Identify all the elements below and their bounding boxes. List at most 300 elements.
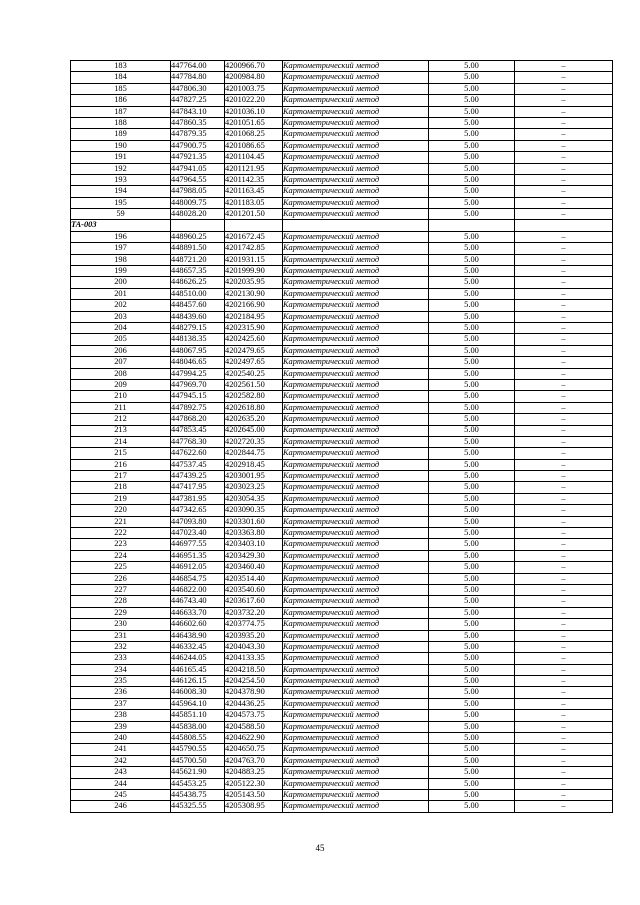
x-coordinate-cell: 447768.30 (171, 436, 225, 447)
x-coordinate-cell: 446438.90 (171, 630, 225, 641)
point-number-cell: 211 (71, 402, 171, 413)
method-cell: Картометрический метод (283, 300, 429, 311)
point-number-cell: 183 (71, 61, 171, 72)
error-cell: 5.00 (429, 425, 515, 436)
error-cell: 5.00 (429, 357, 515, 368)
note-cell: – (515, 186, 613, 197)
x-coordinate-cell: 447622.60 (171, 448, 225, 459)
x-coordinate-cell: 447537.45 (171, 459, 225, 470)
table-row (71, 482, 613, 493)
method-cell: Картометрический метод (283, 117, 429, 128)
method-cell: Картометрический метод (283, 493, 429, 504)
y-coordinate-cell: 4202540.25 (225, 368, 283, 379)
x-coordinate-cell: 448439.60 (171, 311, 225, 322)
table-row (71, 710, 613, 721)
method-cell: Картометрический метод (283, 619, 429, 630)
y-coordinate-cell: 4202479.65 (225, 345, 283, 356)
note-cell: – (515, 152, 613, 163)
note-cell: – (515, 436, 613, 447)
x-coordinate-cell: 448138.35 (171, 334, 225, 345)
error-cell: 5.00 (429, 402, 515, 413)
table-row (71, 744, 613, 755)
x-coordinate-cell: 445438.75 (171, 790, 225, 801)
point-number-cell: 229 (71, 607, 171, 618)
table-row (71, 619, 613, 630)
table-row (71, 459, 613, 470)
error-cell: 5.00 (429, 140, 515, 151)
point-number-cell: 217 (71, 471, 171, 482)
method-cell: Картометрический метод (283, 664, 429, 675)
x-coordinate-cell: 445325.55 (171, 801, 225, 812)
method-cell: Картометрический метод (283, 129, 429, 140)
x-coordinate-cell: 448510.00 (171, 288, 225, 299)
method-cell: Картометрический метод (283, 653, 429, 664)
point-number-cell: 235 (71, 676, 171, 687)
note-cell: – (515, 687, 613, 698)
method-cell: Картометрический метод (283, 174, 429, 185)
table-row (71, 391, 613, 402)
y-coordinate-cell: 4204573.75 (225, 710, 283, 721)
x-coordinate-cell: 447843.10 (171, 106, 225, 117)
table-row (71, 300, 613, 311)
error-cell: 5.00 (429, 129, 515, 140)
note-cell: – (515, 505, 613, 516)
method-cell: Картометрический метод (283, 630, 429, 641)
error-cell: 5.00 (429, 505, 515, 516)
x-coordinate-cell: 446008.30 (171, 687, 225, 698)
method-cell: Картометрический метод (283, 186, 429, 197)
point-number-cell: 246 (71, 801, 171, 812)
y-coordinate-cell: 4203774.75 (225, 619, 283, 630)
x-coordinate-cell: 447764.00 (171, 61, 225, 72)
x-coordinate-cell: 448009.75 (171, 197, 225, 208)
table-row (71, 471, 613, 482)
point-number-cell: 199 (71, 266, 171, 277)
x-coordinate-cell: 447381.95 (171, 493, 225, 504)
method-cell: Картометрический метод (283, 471, 429, 482)
point-number-cell: 206 (71, 345, 171, 356)
x-coordinate-cell: 446165.45 (171, 664, 225, 675)
method-cell: Картометрический метод (283, 72, 429, 83)
method-cell: Картометрический метод (283, 550, 429, 561)
x-coordinate-cell: 447023.40 (171, 528, 225, 539)
table-row (71, 505, 613, 516)
table-row (71, 345, 613, 356)
x-coordinate-cell: 448046.65 (171, 357, 225, 368)
point-number-cell: 234 (71, 664, 171, 675)
empty-cell (515, 220, 613, 231)
note-cell: – (515, 61, 613, 72)
error-cell: 5.00 (429, 528, 515, 539)
method-cell: Картометрический метод (283, 687, 429, 698)
error-cell: 5.00 (429, 277, 515, 288)
point-number-cell: 245 (71, 790, 171, 801)
table-row (71, 357, 613, 368)
error-cell: 5.00 (429, 186, 515, 197)
x-coordinate-cell: 447868.20 (171, 414, 225, 425)
table-row (71, 596, 613, 607)
note-cell: – (515, 368, 613, 379)
x-coordinate-cell: 447921.35 (171, 152, 225, 163)
point-number-cell: 185 (71, 83, 171, 94)
method-cell: Картометрический метод (283, 596, 429, 607)
x-coordinate-cell: 446951.35 (171, 550, 225, 561)
table-row (71, 630, 613, 641)
error-cell: 5.00 (429, 436, 515, 447)
point-number-cell: 195 (71, 197, 171, 208)
x-coordinate-cell: 447342.65 (171, 505, 225, 516)
note-cell: – (515, 209, 613, 220)
x-coordinate-cell: 448626.25 (171, 277, 225, 288)
x-coordinate-cell: 447900.75 (171, 140, 225, 151)
error-cell: 5.00 (429, 744, 515, 755)
y-coordinate-cell: 4203403.10 (225, 539, 283, 550)
x-coordinate-cell: 448960.25 (171, 231, 225, 242)
point-number-cell: 203 (71, 311, 171, 322)
method-cell: Картометрический метод (283, 505, 429, 516)
method-cell: Картометрический метод (283, 277, 429, 288)
x-coordinate-cell: 447969.70 (171, 379, 225, 390)
y-coordinate-cell: 4202315.90 (225, 322, 283, 333)
y-coordinate-cell: 4200966.70 (225, 61, 283, 72)
error-cell: 5.00 (429, 368, 515, 379)
table-row (71, 277, 613, 288)
note-cell: – (515, 163, 613, 174)
y-coordinate-cell: 4202645.00 (225, 425, 283, 436)
x-coordinate-cell: 446633.70 (171, 607, 225, 618)
method-cell: Картометрический метод (283, 266, 429, 277)
note-cell: – (515, 117, 613, 128)
note-cell: – (515, 778, 613, 789)
table-row (71, 801, 613, 812)
point-number-cell: 221 (71, 516, 171, 527)
method-cell: Картометрический метод (283, 562, 429, 573)
error-cell: 5.00 (429, 334, 515, 345)
x-coordinate-cell: 445851.10 (171, 710, 225, 721)
method-cell: Картометрический метод (283, 767, 429, 778)
error-cell: 5.00 (429, 152, 515, 163)
error-cell: 5.00 (429, 801, 515, 812)
table-row (71, 266, 613, 277)
point-number-cell: 219 (71, 493, 171, 504)
y-coordinate-cell: 4201022.20 (225, 95, 283, 106)
error-cell: 5.00 (429, 288, 515, 299)
table-row (71, 152, 613, 163)
note-cell: – (515, 300, 613, 311)
point-number-cell: 241 (71, 744, 171, 755)
table-row (71, 163, 613, 174)
table-row (71, 368, 613, 379)
point-number-cell: 188 (71, 117, 171, 128)
note-cell: – (515, 550, 613, 561)
error-cell: 5.00 (429, 619, 515, 630)
table-row (71, 231, 613, 242)
error-cell: 5.00 (429, 163, 515, 174)
error-cell: 5.00 (429, 584, 515, 595)
point-number-cell: 197 (71, 243, 171, 254)
note-cell: – (515, 641, 613, 652)
note-cell: – (515, 584, 613, 595)
point-number-cell: 205 (71, 334, 171, 345)
point-number-cell: 193 (71, 174, 171, 185)
method-cell: Картометрический метод (283, 607, 429, 618)
point-number-cell: 226 (71, 573, 171, 584)
y-coordinate-cell: 4203054.35 (225, 493, 283, 504)
error-cell: 5.00 (429, 106, 515, 117)
x-coordinate-cell: 445621.90 (171, 767, 225, 778)
y-coordinate-cell: 4204133.35 (225, 653, 283, 664)
x-coordinate-cell: 448721.20 (171, 254, 225, 265)
table-row (71, 698, 613, 709)
point-number-cell: 231 (71, 630, 171, 641)
y-coordinate-cell: 4201931.15 (225, 254, 283, 265)
point-number-cell: 214 (71, 436, 171, 447)
method-cell: Картометрический метод (283, 254, 429, 265)
x-coordinate-cell: 446743.40 (171, 596, 225, 607)
y-coordinate-cell: 4203023.25 (225, 482, 283, 493)
y-coordinate-cell: 4204218.50 (225, 664, 283, 675)
x-coordinate-cell: 448457.60 (171, 300, 225, 311)
method-cell: Картометрический метод (283, 288, 429, 299)
x-coordinate-cell: 447093.80 (171, 516, 225, 527)
point-number-cell: 236 (71, 687, 171, 698)
table-row (71, 117, 613, 128)
y-coordinate-cell: 4204650.75 (225, 744, 283, 755)
method-cell: Картометрический метод (283, 197, 429, 208)
error-cell: 5.00 (429, 676, 515, 687)
y-coordinate-cell: 4202635.20 (225, 414, 283, 425)
x-coordinate-cell: 447941.05 (171, 163, 225, 174)
method-cell: Картометрический метод (283, 322, 429, 333)
note-cell: – (515, 619, 613, 630)
table-row (71, 436, 613, 447)
y-coordinate-cell: 4201036.10 (225, 106, 283, 117)
method-cell: Картометрический метод (283, 778, 429, 789)
table-row (71, 61, 613, 72)
note-cell: – (515, 482, 613, 493)
note-cell: – (515, 562, 613, 573)
error-cell: 5.00 (429, 83, 515, 94)
note-cell: – (515, 391, 613, 402)
note-cell: – (515, 106, 613, 117)
x-coordinate-cell: 445808.55 (171, 733, 225, 744)
error-cell: 5.00 (429, 391, 515, 402)
section-row (71, 220, 613, 231)
point-number-cell: 208 (71, 368, 171, 379)
y-coordinate-cell: 4203935.20 (225, 630, 283, 641)
method-cell: Картометрический метод (283, 482, 429, 493)
x-coordinate-cell: 445700.50 (171, 755, 225, 766)
table-row (71, 516, 613, 527)
empty-cell (171, 220, 225, 231)
y-coordinate-cell: 4204622.90 (225, 733, 283, 744)
method-cell: Картометрический метод (283, 106, 429, 117)
table-row (71, 83, 613, 94)
x-coordinate-cell: 447964.55 (171, 174, 225, 185)
note-cell: – (515, 801, 613, 812)
method-cell: Картометрический метод (283, 163, 429, 174)
y-coordinate-cell: 4202618.80 (225, 402, 283, 413)
x-coordinate-cell: 447945.15 (171, 391, 225, 402)
note-cell: – (515, 459, 613, 470)
method-cell: Картометрический метод (283, 790, 429, 801)
note-cell: – (515, 129, 613, 140)
y-coordinate-cell: 4202130.90 (225, 288, 283, 299)
point-number-cell: 200 (71, 277, 171, 288)
x-coordinate-cell: 448067.95 (171, 345, 225, 356)
point-number-cell: 220 (71, 505, 171, 516)
method-cell: Картометрический метод (283, 152, 429, 163)
note-cell: – (515, 790, 613, 801)
method-cell: Картометрический метод (283, 516, 429, 527)
note-cell: – (515, 83, 613, 94)
x-coordinate-cell: 446822.00 (171, 584, 225, 595)
error-cell: 5.00 (429, 209, 515, 220)
x-coordinate-cell: 446244.05 (171, 653, 225, 664)
note-cell: – (515, 311, 613, 322)
method-cell: Картометрический метод (283, 402, 429, 413)
point-number-cell: 192 (71, 163, 171, 174)
y-coordinate-cell: 4204436.25 (225, 698, 283, 709)
x-coordinate-cell: 448279.15 (171, 322, 225, 333)
note-cell: – (515, 379, 613, 390)
y-coordinate-cell: 4203301.60 (225, 516, 283, 527)
note-cell: – (515, 755, 613, 766)
note-cell: – (515, 744, 613, 755)
method-cell: Картометрический метод (283, 83, 429, 94)
table-row (71, 129, 613, 140)
error-cell: 5.00 (429, 755, 515, 766)
y-coordinate-cell: 4203514.40 (225, 573, 283, 584)
note-cell: – (515, 425, 613, 436)
method-cell: Картометрический метод (283, 61, 429, 72)
y-coordinate-cell: 4204043.30 (225, 641, 283, 652)
note-cell: – (515, 607, 613, 618)
point-number-cell: 242 (71, 755, 171, 766)
point-number-cell: 191 (71, 152, 171, 163)
note-cell: – (515, 573, 613, 584)
point-number-cell: 189 (71, 129, 171, 140)
note-cell: – (515, 345, 613, 356)
method-cell: Картометрический метод (283, 459, 429, 470)
note-cell: – (515, 334, 613, 345)
page-number: 45 (315, 843, 325, 853)
note-cell: – (515, 664, 613, 675)
method-cell: Картометрический метод (283, 539, 429, 550)
method-cell: Картометрический метод (283, 710, 429, 721)
x-coordinate-cell: 447860.35 (171, 117, 225, 128)
error-cell: 5.00 (429, 721, 515, 732)
note-cell: – (515, 767, 613, 778)
note-cell: – (515, 357, 613, 368)
point-number-cell: 210 (71, 391, 171, 402)
method-cell: Картометрический метод (283, 379, 429, 390)
y-coordinate-cell: 4202561.50 (225, 379, 283, 390)
error-cell: 5.00 (429, 471, 515, 482)
x-coordinate-cell: 446332.45 (171, 641, 225, 652)
error-cell: 5.00 (429, 243, 515, 254)
x-coordinate-cell: 445964.10 (171, 698, 225, 709)
method-cell: Картометрический метод (283, 698, 429, 709)
table-row (71, 402, 613, 413)
error-cell: 5.00 (429, 459, 515, 470)
point-number-cell: 204 (71, 322, 171, 333)
y-coordinate-cell: 4202918.45 (225, 459, 283, 470)
y-coordinate-cell: 4200984.80 (225, 72, 283, 83)
y-coordinate-cell: 4203732.20 (225, 607, 283, 618)
table-row (71, 311, 613, 322)
y-coordinate-cell: 4201201.50 (225, 209, 283, 220)
error-cell: 5.00 (429, 266, 515, 277)
point-number-cell: 240 (71, 733, 171, 744)
method-cell: Картометрический метод (283, 209, 429, 220)
y-coordinate-cell: 4201086.65 (225, 140, 283, 151)
error-cell: 5.00 (429, 539, 515, 550)
y-coordinate-cell: 4201183.05 (225, 197, 283, 208)
table-row (71, 493, 613, 504)
error-cell: 5.00 (429, 72, 515, 83)
table-row (71, 334, 613, 345)
note-cell: – (515, 528, 613, 539)
error-cell: 5.00 (429, 767, 515, 778)
note-cell: – (515, 322, 613, 333)
x-coordinate-cell: 446977.55 (171, 539, 225, 550)
table-row (71, 186, 613, 197)
y-coordinate-cell: 4201121.95 (225, 163, 283, 174)
y-coordinate-cell: 4204883.25 (225, 767, 283, 778)
x-coordinate-cell: 448028.20 (171, 209, 225, 220)
point-number-cell: 228 (71, 596, 171, 607)
y-coordinate-cell: 4203001.95 (225, 471, 283, 482)
table-row (71, 322, 613, 333)
table-row (71, 95, 613, 106)
error-cell: 5.00 (429, 448, 515, 459)
note-cell: – (515, 676, 613, 687)
method-cell: Картометрический метод (283, 231, 429, 242)
point-number-cell: 209 (71, 379, 171, 390)
section-label: ТА-003 (71, 220, 171, 231)
y-coordinate-cell: 4204254.50 (225, 676, 283, 687)
method-cell: Картометрический метод (283, 448, 429, 459)
error-cell: 5.00 (429, 607, 515, 618)
point-number-cell: 239 (71, 721, 171, 732)
table-row (71, 197, 613, 208)
point-number-cell: 194 (71, 186, 171, 197)
coordinates-table (70, 60, 613, 813)
error-cell: 5.00 (429, 254, 515, 265)
note-cell: – (515, 174, 613, 185)
error-cell: 5.00 (429, 573, 515, 584)
point-number-cell: 243 (71, 767, 171, 778)
y-coordinate-cell: 4203617.60 (225, 596, 283, 607)
y-coordinate-cell: 4202035.95 (225, 277, 283, 288)
x-coordinate-cell: 445838.00 (171, 721, 225, 732)
error-cell: 5.00 (429, 174, 515, 185)
error-cell: 5.00 (429, 95, 515, 106)
table-row (71, 733, 613, 744)
y-coordinate-cell: 4203540.60 (225, 584, 283, 595)
point-number-cell: 225 (71, 562, 171, 573)
error-cell: 5.00 (429, 414, 515, 425)
point-number-cell: 238 (71, 710, 171, 721)
note-cell: – (515, 243, 613, 254)
point-number-cell: 207 (71, 357, 171, 368)
y-coordinate-cell: 4202844.75 (225, 448, 283, 459)
table-row (71, 687, 613, 698)
y-coordinate-cell: 4204763.70 (225, 755, 283, 766)
table-row (71, 174, 613, 185)
note-cell: – (515, 231, 613, 242)
